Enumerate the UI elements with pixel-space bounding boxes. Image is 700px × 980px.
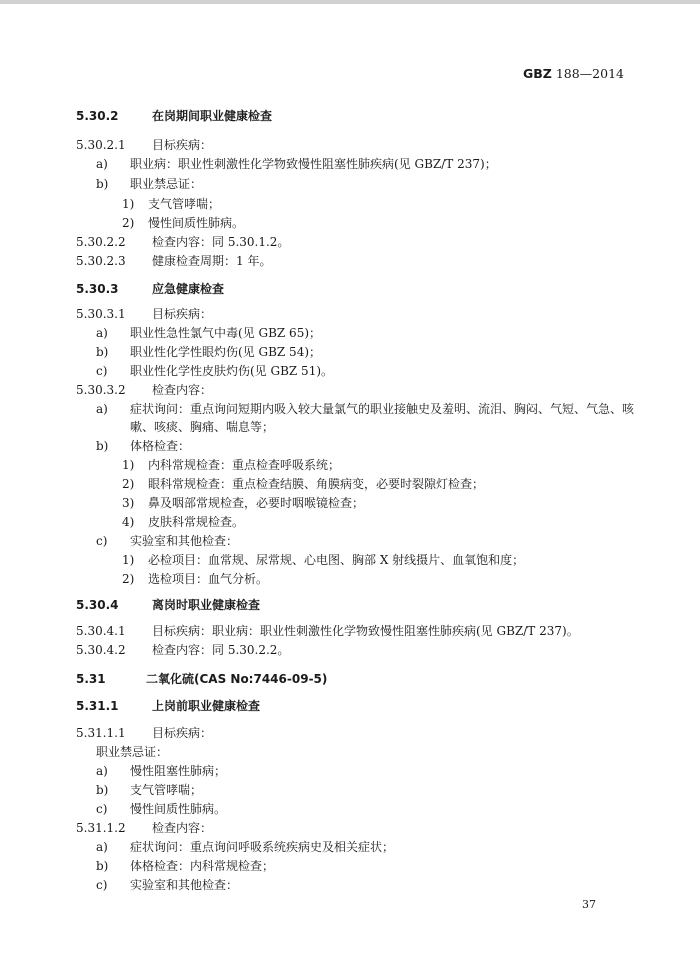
standard-code: GBZ [522,66,552,81]
clause-5-30-2-3: 5.30.2.3 健康检查周期：1 年。 [76,254,272,268]
sub-list-item: 2) 选检项目：血气分析。 [122,572,269,586]
sub-list-item: 2) 慢性间质性肺病。 [122,216,245,230]
scan-top-edge [0,0,700,4]
list-item: b) 职业性化学性眼灼伤(见 GBZ 54)； [96,345,322,359]
clause-5-31-1-1: 5.31.1.1 目标疾病： [76,726,213,740]
section-heading-5-30-4: 5.30.4 离岗时职业健康检查 [76,598,261,612]
standard-header [523,66,624,81]
list-item: c) 慢性间质性肺病。 [96,802,227,816]
list-item-continuation: 嗽、咳痰、胸痛、喘息等； [130,420,275,434]
list-item: a) 职业性急性氯气中毒(见 GBZ 65)； [96,326,322,340]
clause-5-30-2-1: 5.30.2.1 目标疾病： [76,138,213,152]
section-heading-5-31-1: 5.31.1 上岗前职业健康检查 [76,699,261,713]
list-item: a) 症状询问：重点询问呼吸系统疾病史及相关症状； [96,840,395,854]
clause-5-30-2-2: 5.30.2.2 检查内容：同 5.30.1.2。 [76,235,290,249]
section-heading-5-31: 5.31 二氧化硫(CAS No:7446-09-5) [76,672,328,686]
sub-list-item: 4) 皮肤科常规检查。 [122,515,245,529]
sub-list-item: 1) 内科常规检查：重点检查呼吸系统； [122,458,341,472]
list-item: b) 职业禁忌证： [96,177,203,191]
section-heading-5-30-2: 5.30.2 在岗期间职业健康检查 [76,109,273,123]
clause-5-30-3-2: 5.30.3.2 检查内容： [76,383,213,397]
paragraph: 职业禁忌证： [96,745,169,759]
list-item: c) 实验室和其他检查： [96,878,239,892]
sub-list-item: 3) 鼻及咽部常规检查，必要时咽喉镜检查； [122,496,365,510]
standard-number: 188—2014 [555,66,624,81]
sub-list-item: 1) 必检项目：血常规、尿常规、心电图、胸部 X 射线摄片、血氧饱和度； [122,553,525,567]
clause-5-30-4-1: 5.30.4.1 目标疾病：职业病：职业性刺激性化学物致慢性阻塞性肺疾病(见 GBZ/T 237)。 [76,624,579,638]
list-item: b) 支气管哮喘； [96,783,203,797]
clause-5-31-1-2: 5.31.1.2 检查内容： [76,821,213,835]
page-number: 37 [582,898,596,911]
list-item: a) 慢性阻塞性肺病； [96,764,227,778]
list-item: a) 症状询问：重点询问短期内吸入较大量氯气的职业接触史及羞明、流泪、胸闷、气短、气急、咳 [96,402,635,416]
list-item: c) 实验室和其他检查： [96,534,239,548]
section-heading-5-30-3: 5.30.3 应急健康检查 [76,282,225,296]
list-item: b) 体格检查：内科常规检查； [96,859,275,873]
clause-5-30-3-1: 5.30.3.1 目标疾病： [76,307,213,321]
list-item: a) 职业病：职业性刺激性化学物致慢性阻塞性肺疾病(见 GBZ/T 237)； [96,157,497,171]
sub-list-item: 2) 眼科常规检查：重点检查结膜、角膜病变，必要时裂隙灯检查； [122,477,485,491]
sub-list-item: 1) 支气管哮喘； [122,197,221,211]
list-item: b) 体格检查： [96,439,191,453]
list-item: c) 职业性化学性皮肤灼伤(见 GBZ 51)。 [96,364,334,378]
clause-5-30-4-2: 5.30.4.2 检查内容：同 5.30.2.2。 [76,643,290,657]
